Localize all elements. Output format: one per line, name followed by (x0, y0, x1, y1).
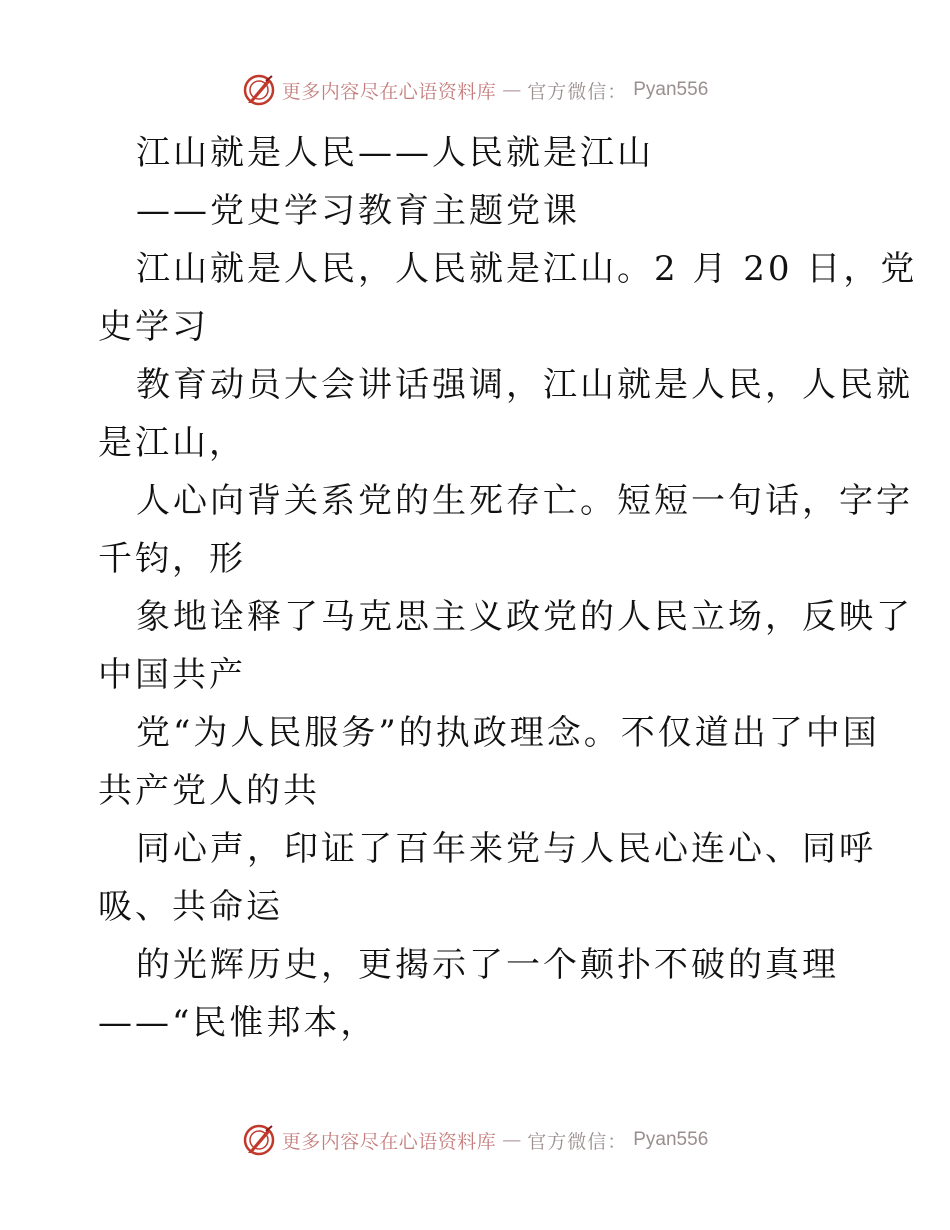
doc-line: 吸、共命运 (98, 887, 283, 927)
doc-line: 党“为人民服务”的执政理念。不仅道出了中国 (136, 713, 880, 753)
quill-pen-logo-icon (242, 1123, 276, 1157)
header-watermark-separator: — (502, 79, 522, 101)
doc-line: 的光辉历史，更揭示了一个颠扑不破的真理 (136, 945, 839, 985)
header-watermark (0, 70, 950, 110)
document-body (98, 124, 918, 1052)
footer-watermark (0, 1120, 950, 1160)
doc-line: 江山就是人民，人民就是江山。2 月 20 日，党 (136, 249, 918, 289)
doc-line: 千钧，形 (98, 539, 246, 579)
doc-line: 同心声，印证了百年来党与人民心连心、同呼 (136, 829, 876, 869)
doc-line: 中国共产 (98, 655, 246, 695)
header-wechat-label: 官方微信： (527, 80, 628, 103)
doc-line: ——“民惟邦本， (98, 1003, 378, 1043)
footer-watermark-text: 更多内容尽在心语资料库 (281, 1130, 497, 1153)
doc-subtitle: ——党史学习教育主题党课 (136, 191, 580, 231)
doc-line: 史学习 (98, 307, 209, 347)
doc-title: 江山就是人民——人民就是江山 (136, 133, 654, 173)
footer-wechat-id: Pyan556 (633, 1129, 709, 1150)
header-wechat-id: Pyan556 (633, 79, 709, 100)
doc-line: 人心向背关系党的生死存亡。短短一句话，字字 (136, 481, 913, 521)
doc-line: 教育动员大会讲话强调，江山就是人民，人民就 (136, 365, 913, 405)
doc-line: 是江山， (98, 423, 246, 463)
doc-line: 共产党人的共 (98, 771, 320, 811)
doc-line: 象地诠释了马克思主义政党的人民立场，反映了 (136, 597, 913, 637)
footer-watermark-separator: — (502, 1129, 522, 1151)
header-watermark-text: 更多内容尽在心语资料库 (281, 80, 497, 103)
quill-pen-logo-icon (242, 73, 276, 107)
footer-wechat-label: 官方微信： (527, 1130, 628, 1153)
